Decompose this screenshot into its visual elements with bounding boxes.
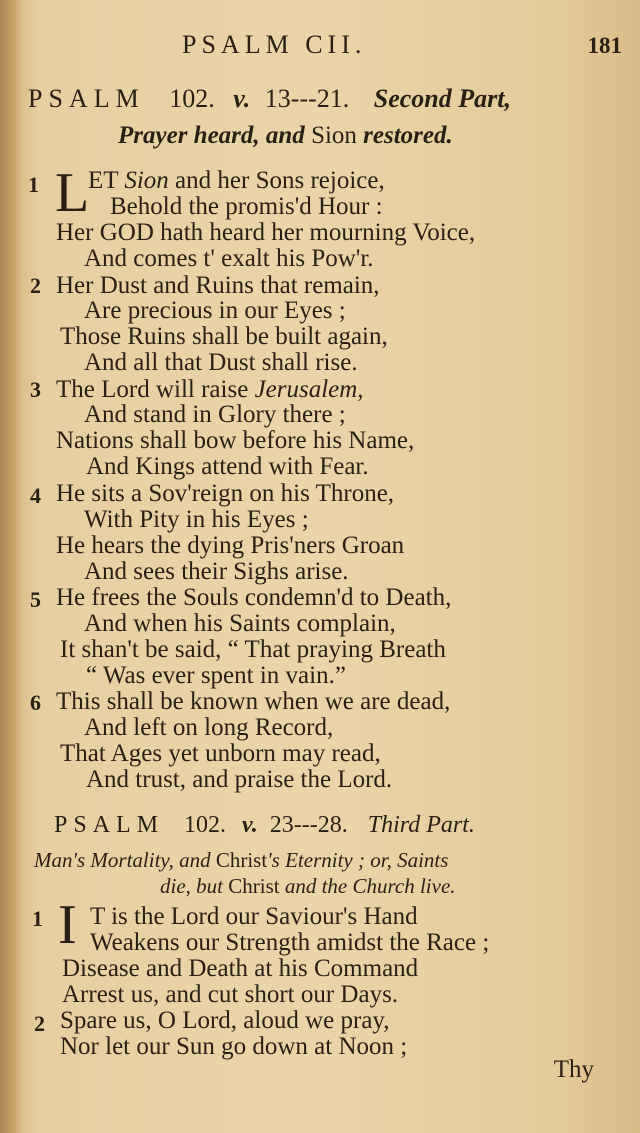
first-line-italic: Sion: [124, 167, 169, 194]
subtitle-part-c: and the Church live.: [279, 874, 456, 898]
heading-verse-range: 23---28.: [269, 812, 348, 838]
verse-line: And comes t' exalt his Pow'r.: [84, 245, 374, 272]
stanza-number: 1: [28, 172, 39, 197]
heading-psalm-word: PSALM: [54, 812, 165, 838]
verse-line: He sits a Sov'reign on his Throne,: [56, 480, 395, 507]
subtitle-part-a: die, but: [160, 874, 229, 898]
verse-line: [88, 168, 385, 194]
verse-line: This shall be known when we are dead,: [56, 688, 451, 715]
heading-verse-range: 13---21.: [264, 84, 350, 113]
heading-part-label: Third Part.: [367, 812, 475, 838]
page-gutter-shadow: [0, 0, 22, 1133]
verse-line: It shan't be said, “ That praying Breath: [60, 636, 446, 663]
heading-psalm-number: 102.: [184, 812, 227, 838]
running-head-title: PSALM CII.: [182, 30, 367, 59]
verse-line: Disease and Death at his Command: [62, 955, 419, 982]
drop-cap-letter: L: [55, 162, 90, 224]
verse-line: Arrest us, and cut short our Days.: [62, 981, 399, 1008]
heading-part-label: Second Part,: [373, 84, 511, 113]
verse-line: Those Ruins shall be built again,: [60, 323, 388, 350]
first-line-end: and her Sons rejoice,: [168, 167, 385, 194]
verse-line: And Kings attend with Fear.: [86, 453, 369, 480]
heading-psalm-word: PSALM: [28, 84, 145, 113]
running-head: [0, 30, 640, 64]
verse-line: That Ages yet unborn may read,: [60, 740, 381, 767]
verse-line: “ Was ever spent in vain.”: [86, 662, 346, 689]
section-heading-third-part: [54, 812, 634, 839]
subtitle-part-a: Prayer heard, and: [118, 122, 312, 149]
verse-line: And trust, and praise the Lord.: [86, 766, 393, 793]
section-subtitle-third-part-line1: [34, 848, 448, 873]
catchword: Thy: [553, 1056, 594, 1083]
verse-line: Spare us, O Lord, aloud we pray,: [60, 1007, 390, 1034]
subtitle-part-b: Christ: [215, 848, 268, 872]
verse-line: [56, 377, 364, 403]
verse-line: Her GOD hath heard her mourning Voice,: [56, 219, 476, 246]
verse-line: And all that Dust shall rise.: [84, 349, 358, 376]
verse-line: And stand in Glory there ;: [84, 401, 346, 428]
section-subtitle-second-part: [118, 122, 453, 150]
verse-line: With Pity in his Eyes ;: [84, 506, 309, 533]
stanza-number: 2: [34, 1011, 45, 1036]
page-number: 181: [587, 33, 622, 58]
verse-line: Behold the promis'd Hour :: [110, 193, 383, 220]
verse-line: He frees the Souls condemn'd to Death,: [56, 584, 452, 611]
verse-line: And left on long Record,: [84, 714, 334, 741]
verse-line: Are precious in our Eyes ;: [84, 297, 346, 324]
verse-line: T is the Lord our Saviour's Hand: [90, 903, 418, 930]
stanza-number: 6: [30, 690, 41, 715]
stanza-number: 5: [30, 587, 41, 612]
heading-psalm-number: 102.: [169, 84, 215, 113]
stanza-number: 4: [30, 483, 41, 508]
drop-cap-letter: I: [58, 894, 77, 956]
line-italic-place: Jerusalem,: [254, 376, 364, 403]
subtitle-part-a: Man's Mortality, and: [34, 848, 216, 872]
first-line-start: ET: [88, 167, 125, 194]
verse-line: And sees their Sighs arise.: [84, 558, 349, 585]
line-start: The Lord will raise: [56, 376, 255, 403]
subtitle-part-b: Christ: [228, 874, 280, 898]
subtitle-part-c: 's Eternity ; or, Saints: [267, 848, 449, 872]
verse-line: Nor let our Sun go down at Noon ;: [60, 1033, 408, 1060]
subtitle-part-b: Sion: [311, 122, 357, 149]
section-subtitle-third-part-line2: [160, 874, 456, 899]
verse-line: He hears the dying Pris'ners Groan: [56, 532, 405, 559]
verse-line: Weakens our Strength amidst the Race ;: [90, 929, 490, 956]
heading-verse-abbrev: v.: [233, 84, 251, 113]
verse-line: Her Dust and Ruins that remain,: [56, 272, 380, 299]
verse-line: And when his Saints complain,: [84, 610, 396, 637]
heading-verse-abbrev: v.: [242, 812, 258, 838]
stanza-number: 2: [30, 273, 41, 298]
verse-line: Nations shall bow before his Name,: [56, 427, 415, 454]
stanza-number: 3: [30, 377, 41, 402]
subtitle-part-c: restored.: [356, 122, 453, 149]
stanza-number: 1: [32, 906, 43, 931]
section-heading-second-part: [28, 84, 608, 114]
